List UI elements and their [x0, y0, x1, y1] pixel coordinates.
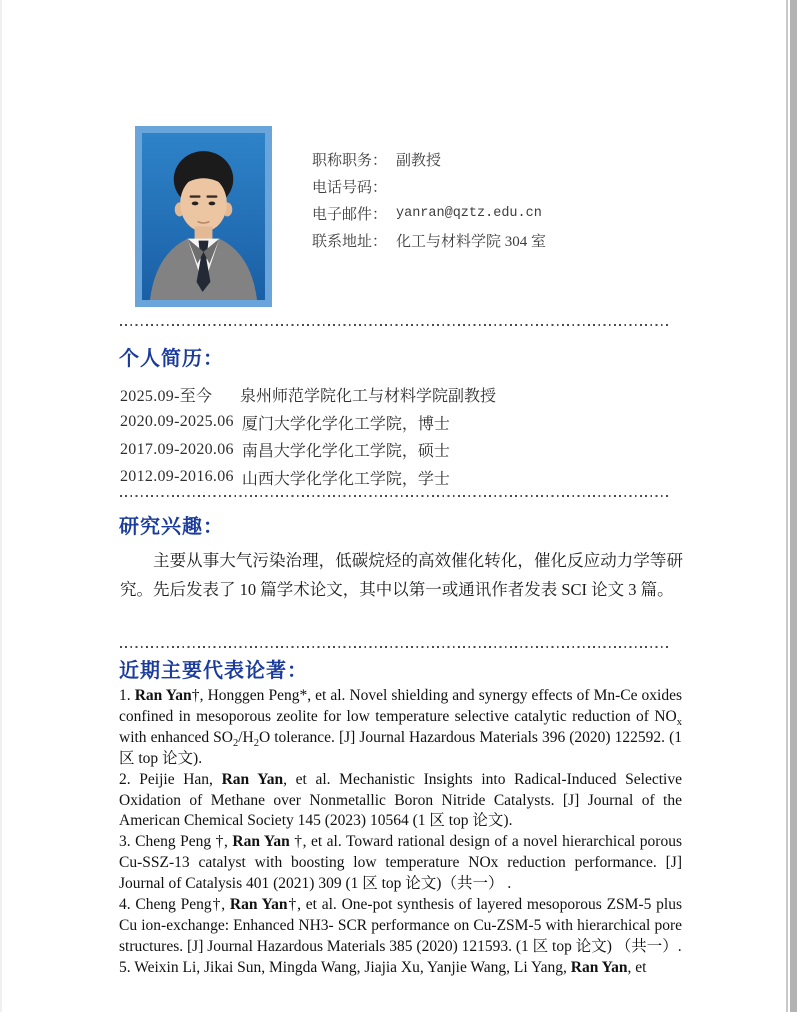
contact-list [312, 146, 546, 254]
publication-text: 4. Cheng Peng†, [119, 896, 230, 914]
scrollbar-thumb[interactable] [790, 0, 797, 1012]
resume-period: 2025.09-至今 [120, 388, 213, 406]
publications-list [119, 686, 682, 979]
publication-item [119, 686, 682, 770]
publication-item [119, 958, 682, 979]
publication-text: †, et al. Toward rational design of a novel hierarchical porous Cu-SSZ-13 catalyst with boosting low temperature NOx reduction performance. [J] Journal of Catalysis 401 (2021) 309 (1 区 top 论文)（共一） . [119, 833, 682, 893]
contact-label: 电话号码： [312, 180, 388, 196]
resume-section-heading: 个人简历： [119, 348, 224, 370]
resume-row [120, 464, 682, 492]
dotted-separator [120, 324, 671, 327]
publications-section-heading: 近期主要代表论著： [119, 660, 308, 682]
profile-photo [135, 126, 272, 307]
contact-row [312, 227, 546, 254]
publication-text: †, et al. One-pot synthesis of layered mesoporous ZSM-5 plus Cu ion-exchange: Enhanced NH3- SCR performance on Cu-ZSM-5 with hierarchical pore structures. [J] Journal Hazardous Materials 385 (2020) 121593. (1 区 top 论文) （共一）. [119, 896, 682, 955]
contact-label: 职称职务： [312, 153, 388, 169]
publication-author-highlight: Ran Yan [221, 770, 284, 788]
publication-author-highlight: Ran Yan [229, 896, 288, 914]
resume-row [120, 436, 682, 464]
publication-text: 2. Peijie Han, [119, 770, 222, 788]
dotted-separator [120, 495, 671, 498]
publication-text: with enhanced SO [119, 728, 233, 746]
interests-section-heading: 研究兴趣： [119, 516, 224, 538]
publication-text: /H [238, 728, 254, 746]
publication-author-highlight: Ran Yan [134, 687, 192, 704]
resume-detail: 泉州师范学院化工与材料学院副教授 [240, 388, 497, 406]
publication-text: 3. Cheng Peng †, [119, 833, 233, 851]
publication-text: x [676, 717, 682, 728]
publication-text: 2 [233, 737, 239, 749]
contact-value: yanran@qztz.edu.cn [396, 206, 542, 221]
scrollbar-track[interactable] [786, 0, 799, 1012]
resume-detail: 厦门大学化学化工学院，博士 [241, 415, 450, 433]
publication-text: , et al. Mechanistic Insights into Radical-Induced Selective Oxidation of Methane over Nonmetallic Boron Nitride Catalysts. [J] Journal of the American Chemical Society 145 (2023) 10564 (1 区 top 论文). [119, 770, 682, 830]
publication-text: , et [627, 958, 647, 976]
publication-author-highlight: Ran Yan [232, 833, 290, 851]
resume-detail: 南昌大学化学化工学院，硕士 [241, 443, 450, 461]
resume-period: 2012.09-2016.06 [120, 468, 234, 486]
publication-author-highlight: Ran Yan [570, 958, 628, 976]
resume-list [120, 381, 682, 491]
contact-row [312, 173, 546, 200]
publication-text: 1. [119, 687, 135, 704]
resume-period: 2020.09-2025.06 [120, 413, 234, 431]
resume-period: 2017.09-2020.06 [120, 440, 234, 458]
resume-detail: 山西大学化学化工学院，学士 [241, 470, 450, 488]
contact-row [312, 200, 546, 227]
interests-paragraph: 主要从事大气污染治理，低碳烷烃的高效催化转化，催化反应动力学等研究。先后发表了 10 篇学术论文，其中以第一或通讯作者发表 SCI 论文 3 篇。 [120, 551, 683, 599]
resume-row [120, 381, 682, 409]
dotted-separator [120, 646, 671, 649]
contact-row [312, 146, 546, 173]
publication-item [119, 895, 682, 958]
publication-item [119, 770, 682, 833]
publication-item [119, 832, 682, 895]
publication-text: O tolerance. [J] Journal Hazardous Materials 396 (2020) 122592. (1 区 top 论文). [119, 728, 682, 767]
publication-text: 2 [253, 737, 259, 749]
publication-text: 5. Weixin Li, Jikai Sun, Mingda Wang, Jiajia Xu, Yanjie Wang, Li Yang, [119, 958, 571, 976]
contact-value: 化工与材料学院 304 室 [396, 234, 547, 250]
contact-label: 电子邮件： [312, 207, 388, 223]
contact-value: 副教授 [396, 153, 442, 169]
resume-row [120, 409, 682, 437]
contact-label: 联系地址： [312, 234, 388, 250]
publication-text: †, Honggen Peng*, et al. Novel shielding and synergy effects of Mn-Ce oxides confined in mesoporous zeolite for low temperature selective catalytic reduction of NO [119, 687, 683, 725]
profile-photo-illustration [142, 133, 265, 300]
